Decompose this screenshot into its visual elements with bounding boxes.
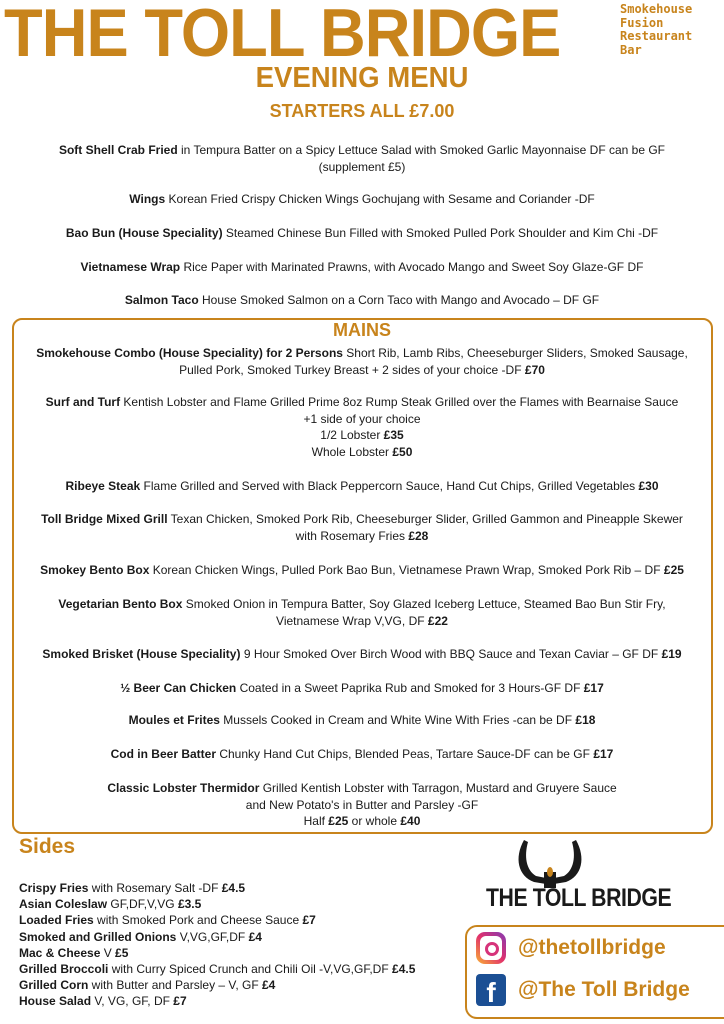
item-name-or-price: £25 [328,814,349,828]
side-item [19,929,415,945]
sides-section [19,880,415,1010]
item-name-or-price: Smokehouse Combo (House Speciality) for 2 Persons [36,346,343,360]
item-name-or-price: £30 [638,479,659,493]
main-item [20,478,704,495]
item-description: GF,DF,V,VG [107,897,178,912]
instagram-link[interactable] [476,932,666,964]
item-name-or-price: Cod in Beer Batter [110,747,216,761]
item-description: Texan Chicken, Smoked Pork Rib, Cheeseburger Slider, Grilled Gammon and Pineapple Skewer [167,512,683,526]
side-item [19,912,415,928]
main-item [20,596,704,629]
facebook-handle: @The Toll Bridge [518,978,690,1001]
item-name-or-price: Smoked Brisket (House Speciality) [42,647,241,661]
item-description: Flame Grilled and Served with Black Peppercorn Sauce, Hand Cut Chips, Grilled Vegetables [140,479,639,493]
item-name-or-price: House Salad [19,994,92,1009]
item-line [20,528,704,545]
item-name-or-price: £17 [583,681,604,695]
item-name-or-price: Surf and Turf [45,395,121,409]
item-name-or-price: ½ Beer Can Chicken [120,681,237,695]
item-description: with Butter and Parsley – V, GF [88,978,262,993]
main-item [20,712,704,729]
item-line [20,712,704,729]
item-line [20,259,704,276]
tagline-line: Smokehouse [620,2,693,16]
item-line [20,562,704,579]
item-name-or-price: £25 [663,563,684,577]
item-description: Kentish Lobster and Flame Grilled Prime 8oz Rump Steak Grilled over the Flames with Bearnaise Sauce [120,395,679,409]
main-item [20,680,704,697]
item-line [20,780,704,797]
item-name-or-price: Salmon Taco [124,293,199,307]
item-description: with Curry Spiced Crunch and Chili Oil -V,VG,GF,DF [108,962,393,977]
item-line [20,444,704,461]
item-name-or-price: Classic Lobster Thermidor [107,781,260,795]
starters-price-note: STARTERS ALL £7.00 [269,101,455,121]
starter-item [20,142,704,175]
item-description: V, VG, GF, DF [91,994,174,1009]
starter-item [20,259,704,276]
item-name-or-price: £4 [261,978,276,993]
main-item [20,562,704,579]
item-line [20,613,704,630]
item-line [20,191,704,208]
item-line [20,813,704,830]
item-line [20,411,704,428]
main-item [20,646,704,663]
tagline-line: Fusion [620,15,664,30]
item-line [20,746,704,763]
main-item [20,394,704,460]
item-line [20,142,704,159]
side-item [19,880,415,896]
item-name-or-price: Grilled Broccoli [19,962,109,977]
main-item [20,780,704,830]
item-name-or-price: Moules et Frites [128,713,220,727]
tagline-line: Restaurant [620,29,693,43]
item-description: Chunky Hand Cut Chips, Blended Peas, Tartare Sauce-DF can be GF [216,747,594,761]
side-item [19,945,415,961]
item-line [19,945,415,961]
item-line [20,362,704,379]
item-line [20,680,704,697]
item-line [20,596,704,613]
mains-heading: MAINS [333,320,391,340]
facebook-link[interactable] [476,974,690,1006]
item-line [20,394,704,411]
starter-item [20,191,704,208]
item-description: with Rosemary Salt -DF [88,881,222,895]
item-description: Rice Paper with Marinated Prawns, with Avocado Mango and Sweet Soy Glaze-GF DF [180,260,644,274]
item-description: and New Potato's in Butter and Parsley -GF [245,797,479,812]
item-name-or-price: Mac & Cheese [19,945,101,960]
item-name-or-price: Bao Bun (House Speciality) [65,226,223,240]
side-item [19,977,415,993]
item-line [19,961,415,977]
item-name-or-price: Smokey Bento Box [40,563,150,577]
item-description: Vietnamese Wrap V,VG, DF [276,613,428,628]
item-description: Korean Fried Crispy Chicken Wings Gochujang with Sesame and Coriander -DF [165,192,595,206]
item-name-or-price: Ribeye Steak [65,479,141,493]
instagram-handle: @thetollbridge [518,936,666,959]
item-line [19,880,415,896]
instagram-icon [476,932,506,964]
item-description: Steamed Chinese Bun Filled with Smoked Pulled Pork Shoulder and Kim Chi -DF [222,226,659,240]
item-name-or-price: £4.5 [392,962,416,977]
item-name-or-price: Smoked and Grilled Onions [19,929,177,944]
item-name-or-price: Vietnamese Wrap [80,260,181,274]
item-description: 9 Hour Smoked Over Birch Wood with BBQ Sauce and Texan Caviar – GF DF [240,647,662,661]
item-line [20,797,704,814]
main-item [20,345,704,378]
item-description: Coated in a Sweet Paprika Rub and Smoked for 3 Hours-GF DF [236,681,584,695]
item-line [19,912,415,928]
item-name-or-price: Asian Coleslaw [19,897,108,912]
item-description: Smoked Onion in Tempura Batter, Soy Glazed Iceberg Lettuce, Steamed Bao Bun Stir Fry, [182,597,666,611]
item-description: 1/2 Lobster [320,428,384,442]
sides-heading: Sides [19,835,76,858]
starter-item [20,225,704,242]
item-description: +1 side of your choice [303,411,421,426]
item-line [19,993,415,1009]
item-description: V [100,945,116,960]
facebook-icon: f [476,974,506,1006]
item-line [20,478,704,495]
side-item [19,961,415,977]
item-line [20,225,704,242]
item-description: Short Rib, Lamb Ribs, Cheeseburger Sliders, Smoked Sausage, [342,346,688,360]
item-description: in Tempura Batter on a Spicy Lettuce Salad with Smoked Garlic Mayonnaise DF can be GF [177,143,666,157]
item-description: Pulled Pork, Smoked Turkey Breast + 2 sides of your choice -DF [179,362,525,377]
item-line [20,292,704,309]
tagline [620,3,692,57]
item-name-or-price: Wings [129,192,166,206]
item-name-or-price: Grilled Corn [19,978,89,993]
item-name-or-price: £35 [383,428,404,442]
item-name-or-price: £70 [524,362,545,377]
item-line [20,345,704,362]
tagline-line: Bar [620,42,642,57]
item-name-or-price: £40 [400,814,421,828]
item-description: V,VG,GF,DF [176,929,249,944]
item-name-or-price: Soft Shell Crab Fried [58,143,178,157]
item-name-or-price: £3.5 [177,897,202,912]
item-description: with Rosemary Fries [295,528,409,543]
item-line [19,929,415,945]
item-name-or-price: £7 [173,994,187,1009]
side-item [19,993,415,1009]
menu-subtitle: EVENING MENU [255,62,469,94]
item-description: Whole Lobster [311,444,393,459]
main-item [20,746,704,763]
item-name-or-price: Loaded Fries [19,913,94,928]
item-description: with Smoked Pork and Cheese Sauce [93,913,303,928]
item-line [19,977,415,993]
starter-item [20,292,704,309]
item-description: Grilled Kentish Lobster with Tarragon, Mustard and Gruyere Sauce [259,781,617,795]
item-line [19,896,415,912]
item-name-or-price: £5 [115,945,129,960]
item-name-or-price: £28 [408,528,429,543]
item-line [20,427,704,444]
item-name-or-price: Toll Bridge Mixed Grill [41,512,168,526]
item-name-or-price: £19 [661,647,682,661]
item-name-or-price: Vegetarian Bento Box [58,597,183,611]
item-name-or-price: £50 [392,444,413,459]
item-description: Korean Chicken Wings, Pulled Pork Bao Bun, Vietnamese Prawn Wrap, Smoked Pork Rib – DF [149,563,664,577]
item-line [20,646,704,663]
logo-text: THE TOLL BRIDGE [486,884,672,912]
item-description: Mussels Cooked in Cream and White Wine With Fries -can be DF [219,713,576,727]
item-description: (supplement £5) [318,159,406,174]
main-item [20,511,704,544]
item-description: Half [303,814,329,828]
item-name-or-price: £17 [593,747,614,761]
item-name-or-price: £4.5 [221,881,246,895]
restaurant-title: THE TOLL BRIDGE [4,0,561,71]
item-name-or-price: £4 [248,929,262,944]
item-description: or whole [348,814,401,828]
side-item [19,896,415,912]
item-line [20,159,704,176]
item-name-or-price: £7 [302,913,316,928]
item-line [20,511,704,528]
item-name-or-price: Crispy Fries [19,881,89,895]
item-name-or-price: £22 [427,613,448,628]
item-description: House Smoked Salmon on a Corn Taco with Mango and Avocado – DF GF [198,293,600,307]
item-name-or-price: £18 [575,713,596,727]
